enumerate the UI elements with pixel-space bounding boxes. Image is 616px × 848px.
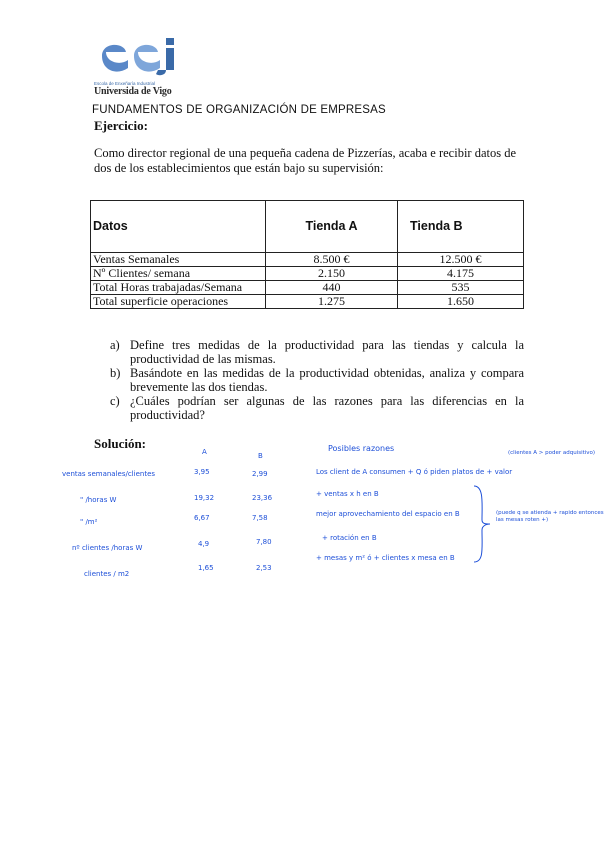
table-row <box>91 295 524 309</box>
question-item <box>110 394 524 422</box>
hand-value-b: 2,99 <box>252 470 268 478</box>
hand-col-b: B <box>258 452 263 460</box>
hand-reasons-title: Posibles razones <box>328 444 395 453</box>
table-cell: Nº Clientes/ semana <box>91 267 266 281</box>
hand-value-b: 7,80 <box>256 538 272 546</box>
hand-reason: + rotación en B <box>322 534 377 542</box>
table-cell: 8.500 € <box>266 253 398 267</box>
header-tienda-a: Tienda A <box>266 201 398 253</box>
hand-reason: Los client de A consumen + Q ó piden platos de + valor <box>316 468 513 476</box>
hand-value-a: 3,95 <box>194 468 210 476</box>
question-marker: a) <box>110 338 120 352</box>
intro-text: Como director regional de una pequeña cadena de Pizzerías, acaba e recibir datos de dos de los establecimientos que están bajo su supervisión: <box>94 146 517 175</box>
table-cell: 4.175 <box>398 267 524 281</box>
question-text: ¿Cuáles podrían ser algunas de las razones para las diferencias en la productividad? <box>130 394 524 422</box>
exercise-label: Ejercicio: <box>94 118 148 133</box>
hand-value-a: 6,67 <box>194 514 210 522</box>
university-name: Universida de Vigo <box>94 86 172 97</box>
table-cell: 440 <box>266 281 398 295</box>
question-text: Define tres medidas de la productividad para las tiendas y calcula la productividad de las mismas. <box>130 338 524 366</box>
question-marker: b) <box>110 366 121 380</box>
hand-reason: + ventas x h en B <box>316 490 379 498</box>
brace-icon <box>470 484 494 564</box>
table-row <box>91 267 524 281</box>
data-table <box>90 200 524 309</box>
table-row <box>91 281 524 295</box>
table-cell: Total superficie operaciones <box>91 295 266 309</box>
question-text: Basándote en las medidas de la productividad obtenidas, analiza y compara brevemente las dos tiendas. <box>130 366 524 394</box>
table-cell: 1.650 <box>398 295 524 309</box>
hand-col-a: A <box>202 448 207 456</box>
table-cell: Total Horas trabajadas/Semana <box>91 281 266 295</box>
hand-value-a: 19,32 <box>194 494 215 502</box>
hand-row-label: clientes / m2 <box>84 570 130 578</box>
table-cell: Ventas Semanales <box>91 253 266 267</box>
question-marker: c) <box>110 394 120 408</box>
header-datos: Datos <box>91 201 266 253</box>
table-header-row <box>91 201 524 253</box>
university-logo <box>94 36 190 102</box>
hand-value-a: 4,9 <box>198 540 210 548</box>
hand-reason: + mesas y m² ó + clientes x mesa en B <box>316 554 455 562</box>
header-tienda-b: Tienda B <box>398 201 524 253</box>
question-item <box>110 338 524 366</box>
course-title: FUNDAMENTOS DE ORGANIZACIÓN DE EMPRESAS <box>92 104 386 116</box>
hand-value-b: 7,58 <box>252 514 268 522</box>
hand-value-b: 23,36 <box>252 494 273 502</box>
table-cell: 2.150 <box>266 267 398 281</box>
hand-row-label: ventas semanales/clientes <box>62 470 156 478</box>
hand-reason: mejor aprovechamiento del espacio en B <box>316 510 460 518</box>
question-list <box>110 338 524 422</box>
hand-row-label: nº clientes /horas W <box>72 544 143 552</box>
hand-side-note: (puede q se atienda + rapido entonces las mesas roten +) <box>496 510 604 523</box>
table-cell: 1.275 <box>266 295 398 309</box>
solution-label: Solución: <box>94 436 147 451</box>
question-item <box>110 366 524 394</box>
table-cell: 535 <box>398 281 524 295</box>
hand-value-a: 1,65 <box>198 564 214 572</box>
school-name: Escola de Enxeñaría Industrial <box>94 81 156 86</box>
table-cell: 12.500 € <box>398 253 524 267</box>
eei-logo-icon <box>94 36 190 76</box>
table-row <box>91 253 524 267</box>
hand-value-b: 2,53 <box>256 564 272 572</box>
hand-row-label: " /horas W <box>80 496 117 504</box>
hand-row-label: " /m² <box>80 518 98 526</box>
hand-side-note: (clientes A > poder adquisitivo) <box>508 450 596 456</box>
